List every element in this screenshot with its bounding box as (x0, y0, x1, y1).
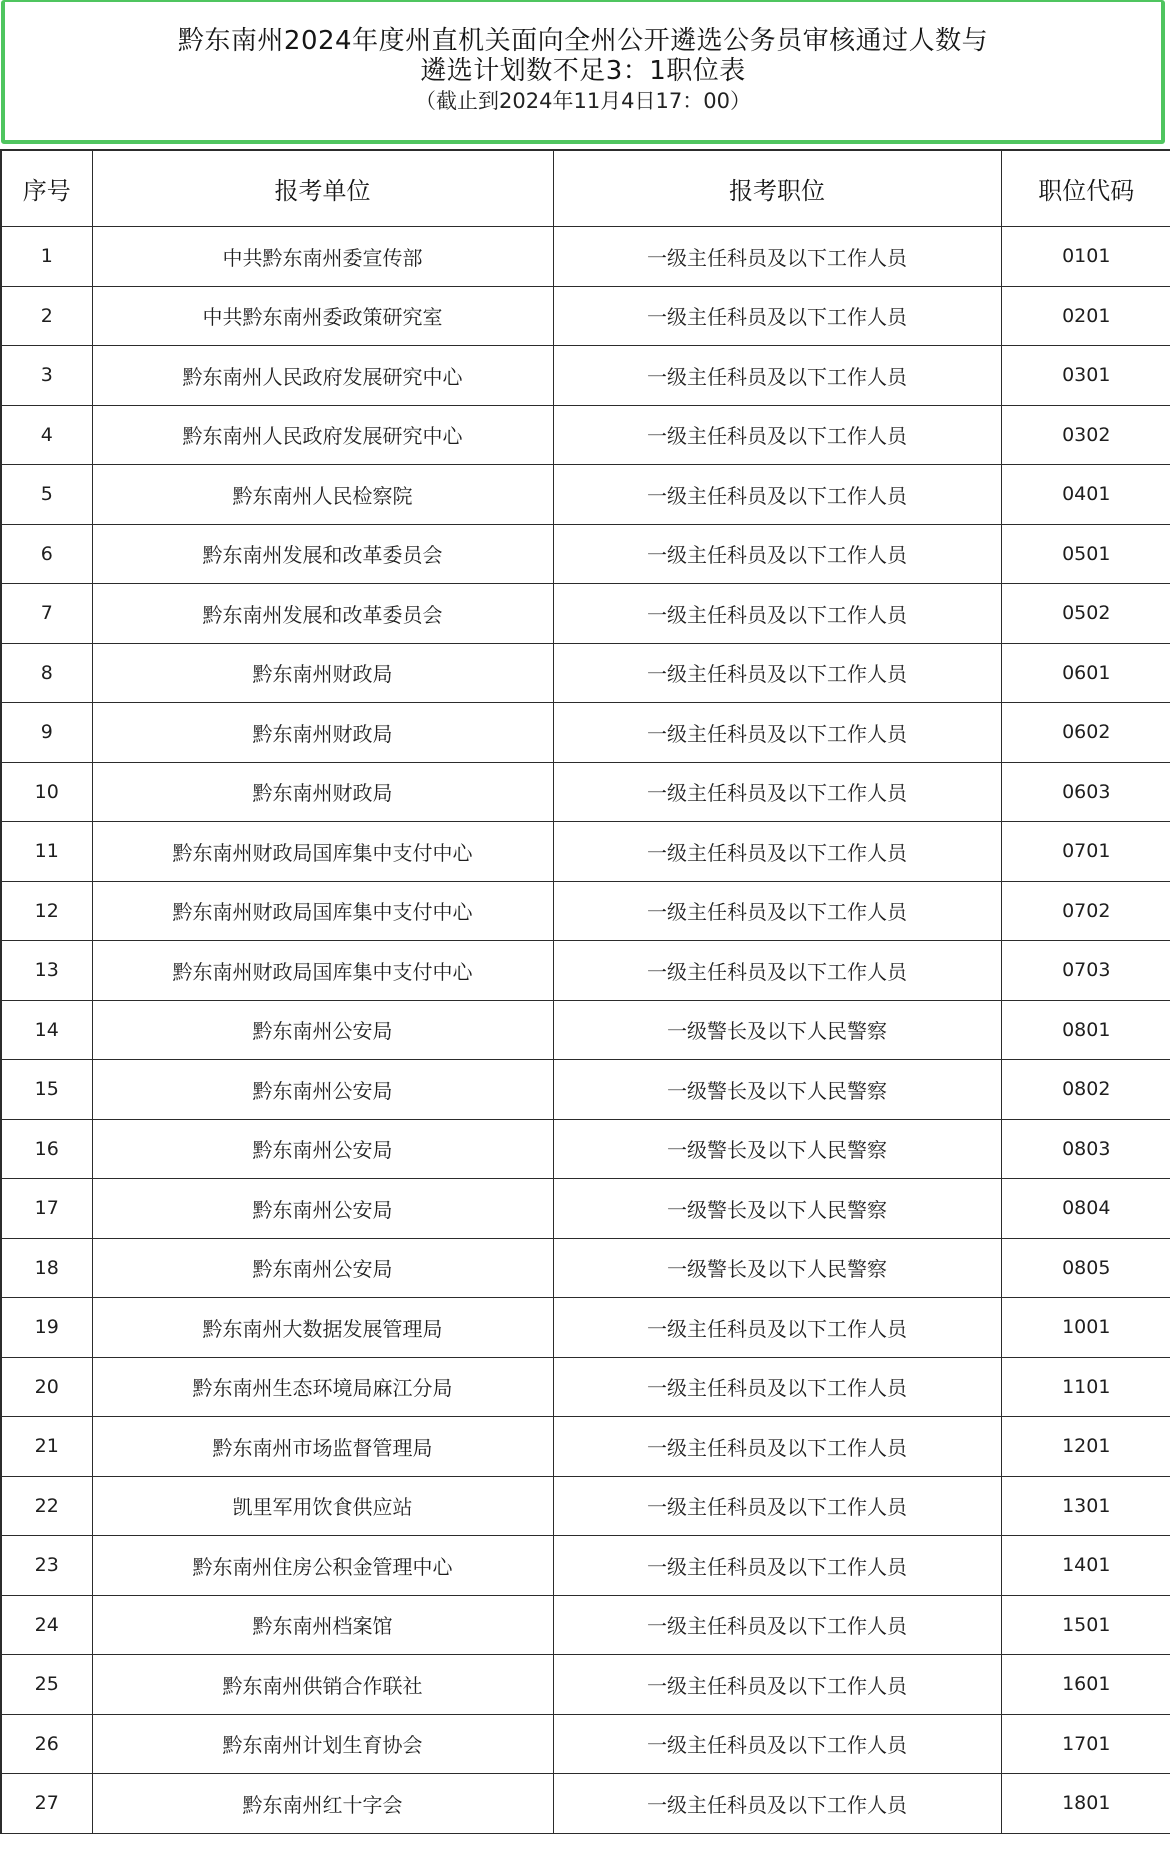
cell-unit: 黔东南州供销合作联社 (92, 1655, 553, 1715)
column-header-code: 职位代码 (1001, 150, 1170, 227)
table-row (1, 1000, 1170, 1060)
cell-unit: 黔东南州档案馆 (92, 1595, 553, 1655)
table-row (1, 1417, 1170, 1477)
table-row (1, 1238, 1170, 1298)
table-row (1, 346, 1170, 406)
cell-code: 1701 (1001, 1714, 1170, 1774)
cell-number: 24 (1, 1595, 92, 1655)
table-row (1, 1060, 1170, 1120)
cell-code: 1301 (1001, 1476, 1170, 1536)
cell-code: 0701 (1001, 822, 1170, 882)
table-row (1, 703, 1170, 763)
cell-position: 一级主任科员及以下工作人员 (553, 1595, 1001, 1655)
cell-unit: 凯里军用饮食供应站 (92, 1476, 553, 1536)
column-header-number: 序号 (1, 150, 92, 227)
table-row (1, 1595, 1170, 1655)
table-body (1, 227, 1170, 1834)
cell-code: 0302 (1001, 405, 1170, 465)
cell-number: 14 (1, 1000, 92, 1060)
cell-unit: 黔东南州计划生育协会 (92, 1714, 553, 1774)
cell-unit: 黔东南州财政局国库集中支付中心 (92, 941, 553, 1001)
cell-unit: 黔东南州财政局 (92, 643, 553, 703)
cell-code: 0802 (1001, 1060, 1170, 1120)
column-header-unit: 报考单位 (92, 150, 553, 227)
cell-code: 1101 (1001, 1357, 1170, 1417)
cell-position: 一级主任科员及以下工作人员 (553, 941, 1001, 1001)
column-header-position: 报考职位 (553, 150, 1001, 227)
cell-number: 12 (1, 881, 92, 941)
table-row (1, 1714, 1170, 1774)
cell-position: 一级警长及以下人民警察 (553, 1238, 1001, 1298)
cell-number: 16 (1, 1119, 92, 1179)
page-title-continued: 遴选计划数不足3：1职位表 (420, 56, 746, 86)
cell-code: 0702 (1001, 881, 1170, 941)
cell-number: 8 (1, 643, 92, 703)
cell-position: 一级主任科员及以下工作人员 (553, 227, 1001, 287)
as-of-date: （截止到2024年11月4日17：00） (415, 89, 751, 113)
cell-number: 5 (1, 465, 92, 525)
cell-unit: 黔东南州公安局 (92, 1060, 553, 1120)
cell-position: 一级主任科员及以下工作人员 (553, 405, 1001, 465)
cell-position: 一级主任科员及以下工作人员 (553, 1774, 1001, 1834)
cell-number: 23 (1, 1536, 92, 1596)
cell-code: 1001 (1001, 1298, 1170, 1358)
cell-code: 0602 (1001, 703, 1170, 763)
table-row (1, 227, 1170, 287)
cell-code: 1201 (1001, 1417, 1170, 1477)
table-row (1, 584, 1170, 644)
table-row (1, 1476, 1170, 1536)
cell-code: 0101 (1001, 227, 1170, 287)
cell-number: 20 (1, 1357, 92, 1417)
cell-number: 6 (1, 524, 92, 584)
cell-unit: 黔东南州财政局 (92, 762, 553, 822)
cell-unit: 黔东南州财政局国库集中支付中心 (92, 822, 553, 882)
cell-unit: 黔东南州公安局 (92, 1119, 553, 1179)
table-row (1, 762, 1170, 822)
cell-number: 26 (1, 1714, 92, 1774)
cell-code: 0401 (1001, 465, 1170, 525)
cell-position: 一级主任科员及以下工作人员 (553, 1298, 1001, 1358)
cell-unit: 黔东南州公安局 (92, 1179, 553, 1239)
cell-unit: 黔东南州市场监督管理局 (92, 1417, 553, 1477)
cell-position: 一级警长及以下人民警察 (553, 1179, 1001, 1239)
cell-unit: 黔东南州人民政府发展研究中心 (92, 346, 553, 406)
cell-unit: 黔东南州公安局 (92, 1238, 553, 1298)
cell-position: 一级主任科员及以下工作人员 (553, 1357, 1001, 1417)
cell-number: 17 (1, 1179, 92, 1239)
table-row (1, 465, 1170, 525)
cell-position: 一级主任科员及以下工作人员 (553, 524, 1001, 584)
cell-number: 19 (1, 1298, 92, 1358)
cell-position: 一级主任科员及以下工作人员 (553, 286, 1001, 346)
cell-unit: 黔东南州大数据发展管理局 (92, 1298, 553, 1358)
cell-unit: 黔东南州住房公积金管理中心 (92, 1536, 553, 1596)
table-row (1, 286, 1170, 346)
cell-number: 7 (1, 584, 92, 644)
cell-code: 1401 (1001, 1536, 1170, 1596)
page-title: 黔东南州2024年度州直机关面向全州公开遴选公务员审核通过人数与 (177, 26, 989, 56)
cell-unit: 黔东南州发展和改革委员会 (92, 584, 553, 644)
cell-position: 一级主任科员及以下工作人员 (553, 762, 1001, 822)
table-row (1, 1119, 1170, 1179)
cell-position: 一级主任科员及以下工作人员 (553, 881, 1001, 941)
cell-unit: 黔东南州人民政府发展研究中心 (92, 405, 553, 465)
table-row (1, 1357, 1170, 1417)
cell-unit: 黔东南州财政局 (92, 703, 553, 763)
cell-number: 3 (1, 346, 92, 406)
cell-position: 一级主任科员及以下工作人员 (553, 1714, 1001, 1774)
cell-number: 25 (1, 1655, 92, 1715)
table-row (1, 643, 1170, 703)
cell-unit: 中共黔东南州委政策研究室 (92, 286, 553, 346)
cell-unit: 黔东南州生态环境局麻江分局 (92, 1357, 553, 1417)
cell-code: 0703 (1001, 941, 1170, 1001)
cell-unit: 黔东南州发展和改革委员会 (92, 524, 553, 584)
table-row (1, 941, 1170, 1001)
cell-number: 15 (1, 1060, 92, 1120)
cell-code: 0502 (1001, 584, 1170, 644)
cell-code: 0601 (1001, 643, 1170, 703)
cell-code: 0301 (1001, 346, 1170, 406)
cell-number: 22 (1, 1476, 92, 1536)
cell-unit: 黔东南州人民检察院 (92, 465, 553, 525)
cell-code: 0805 (1001, 1238, 1170, 1298)
positions-table (0, 149, 1170, 1834)
cell-number: 27 (1, 1774, 92, 1834)
cell-position: 一级警长及以下人民警察 (553, 1119, 1001, 1179)
table-row (1, 822, 1170, 882)
table-row (1, 405, 1170, 465)
cell-position: 一级警长及以下人民警察 (553, 1000, 1001, 1060)
cell-position: 一级主任科员及以下工作人员 (553, 703, 1001, 763)
cell-code: 0803 (1001, 1119, 1170, 1179)
table-row (1, 881, 1170, 941)
table-row (1, 524, 1170, 584)
cell-position: 一级主任科员及以下工作人员 (553, 1655, 1001, 1715)
title-box (1, 0, 1165, 144)
table-row (1, 1536, 1170, 1596)
cell-number: 13 (1, 941, 92, 1001)
cell-position: 一级主任科员及以下工作人员 (553, 1476, 1001, 1536)
table-row (1, 1655, 1170, 1715)
cell-number: 18 (1, 1238, 92, 1298)
cell-code: 0603 (1001, 762, 1170, 822)
cell-position: 一级主任科员及以下工作人员 (553, 584, 1001, 644)
cell-number: 2 (1, 286, 92, 346)
cell-position: 一级主任科员及以下工作人员 (553, 822, 1001, 882)
cell-number: 11 (1, 822, 92, 882)
cell-position: 一级主任科员及以下工作人员 (553, 643, 1001, 703)
cell-unit: 黔东南州公安局 (92, 1000, 553, 1060)
cell-position: 一级主任科员及以下工作人员 (553, 1417, 1001, 1477)
cell-position: 一级警长及以下人民警察 (553, 1060, 1001, 1120)
cell-number: 10 (1, 762, 92, 822)
cell-code: 1601 (1001, 1655, 1170, 1715)
cell-unit: 中共黔东南州委宣传部 (92, 227, 553, 287)
cell-number: 4 (1, 405, 92, 465)
cell-position: 一级主任科员及以下工作人员 (553, 346, 1001, 406)
cell-unit: 黔东南州红十字会 (92, 1774, 553, 1834)
cell-code: 1501 (1001, 1595, 1170, 1655)
cell-unit: 黔东南州财政局国库集中支付中心 (92, 881, 553, 941)
cell-position: 一级主任科员及以下工作人员 (553, 465, 1001, 525)
table-row (1, 1774, 1170, 1834)
cell-position: 一级主任科员及以下工作人员 (553, 1536, 1001, 1596)
cell-code: 0501 (1001, 524, 1170, 584)
cell-code: 0801 (1001, 1000, 1170, 1060)
cell-number: 1 (1, 227, 92, 287)
cell-code: 1801 (1001, 1774, 1170, 1834)
table-row (1, 1179, 1170, 1239)
table-header-row (1, 150, 1170, 227)
cell-number: 9 (1, 703, 92, 763)
table-row (1, 1298, 1170, 1358)
cell-code: 0804 (1001, 1179, 1170, 1239)
cell-code: 0201 (1001, 286, 1170, 346)
cell-number: 21 (1, 1417, 92, 1477)
